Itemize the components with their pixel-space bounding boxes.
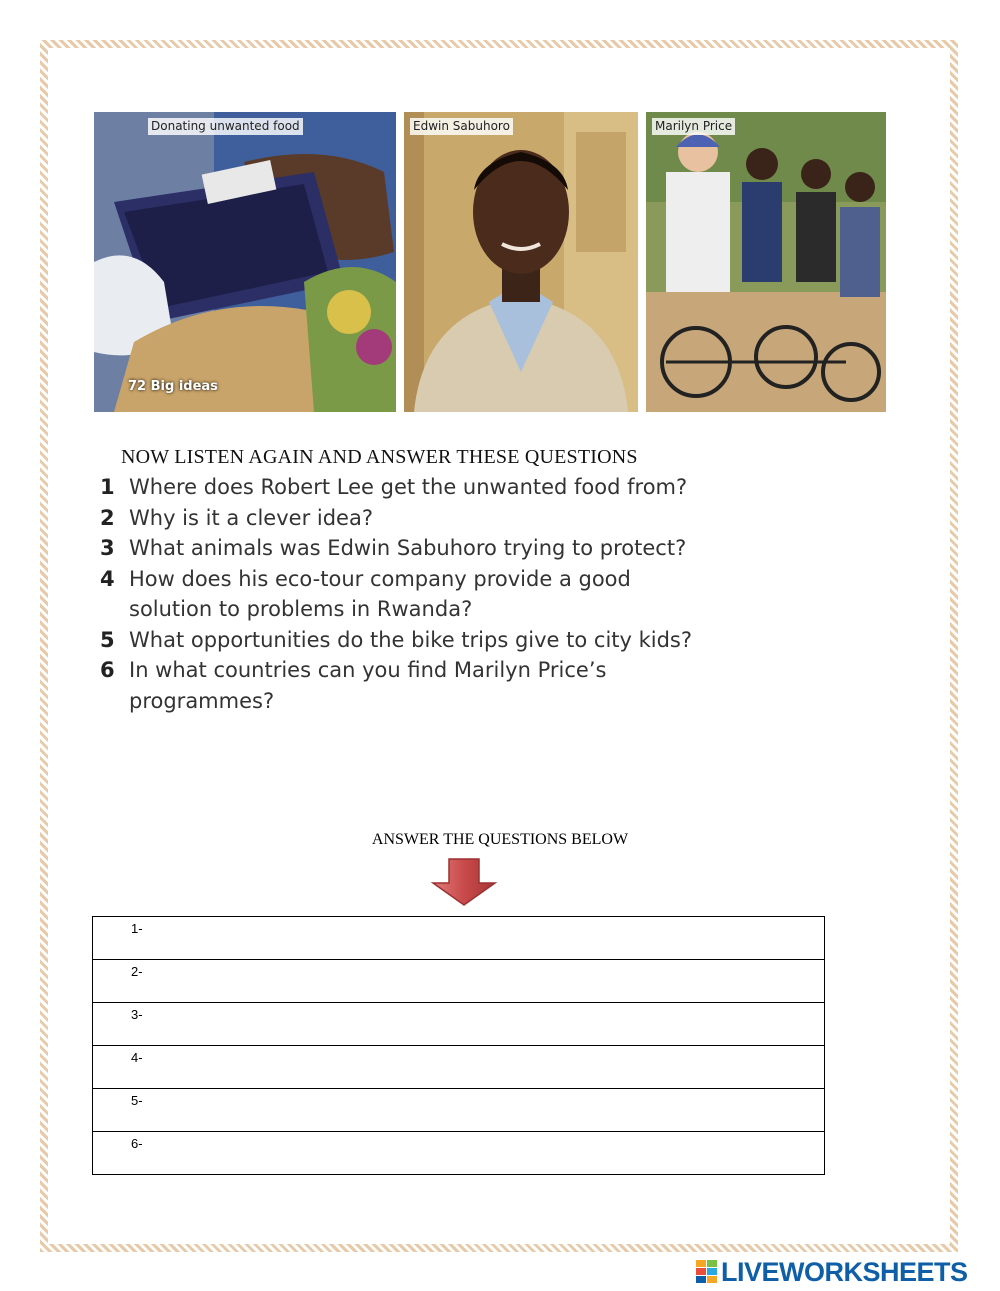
answer-field[interactable] <box>151 921 791 941</box>
question-number: 6 <box>100 658 115 682</box>
answer-cell <box>93 1046 825 1089</box>
answer-label: 4- <box>131 1050 143 1065</box>
answer-label: 6- <box>131 1136 143 1151</box>
instructions-heading: NOW LISTEN AGAIN AND ANSWER THESE QUESTIONS <box>121 446 638 468</box>
photo-edwin-sabuhoro <box>404 112 638 412</box>
question-number: 5 <box>100 627 115 652</box>
brand-name: LIVEWORKSHEETS <box>721 1256 968 1287</box>
question-list <box>98 472 718 716</box>
liveworksheets-logo-icon <box>696 1260 718 1284</box>
photo-marilyn-price <box>646 112 886 412</box>
arrow-down-icon <box>431 857 497 907</box>
question-text: In what countries can you find Marilyn Price’s programmes? <box>129 658 607 713</box>
answer-label: 1- <box>131 921 143 936</box>
photo-donating-food <box>94 112 396 412</box>
question-number: 3 <box>100 536 115 560</box>
photo-caption: Marilyn Price <box>652 118 735 135</box>
answer-field[interactable] <box>151 1007 791 1027</box>
table-row <box>93 1003 825 1046</box>
answer-field[interactable] <box>151 964 791 984</box>
answer-section-title: ANSWER THE QUESTIONS BELOW <box>371 831 629 848</box>
question-number: 4 <box>100 566 115 591</box>
table-row <box>93 1089 825 1132</box>
question-item <box>98 655 718 716</box>
answer-cell <box>93 917 825 960</box>
answer-cell <box>93 1132 825 1175</box>
answer-field[interactable] <box>151 1050 791 1070</box>
answer-label: 3- <box>131 1007 143 1022</box>
photo-footer: 72 Big ideas <box>128 379 218 394</box>
question-text: What animals was Edwin Sabuhoro trying to protect? <box>129 536 687 560</box>
answer-field[interactable] <box>151 1136 791 1156</box>
table-row <box>93 960 825 1003</box>
table-row <box>93 1046 825 1089</box>
question-text: Where does Robert Lee get the unwanted food from? <box>129 475 688 499</box>
question-number: 2 <box>100 505 115 530</box>
question-number: 1 <box>100 475 115 499</box>
answer-label: 5- <box>131 1093 143 1108</box>
question-text: How does his eco-tour company provide a good solution to problems in Rwanda? <box>129 566 631 621</box>
question-item <box>98 503 718 534</box>
table-row <box>93 917 825 960</box>
answer-field[interactable] <box>151 1093 791 1113</box>
question-item <box>98 625 718 656</box>
question-text: What opportunities do the bike trips give to city kids? <box>129 627 693 652</box>
question-item <box>98 564 718 625</box>
photo-caption: Edwin Sabuhoro <box>410 118 513 135</box>
answer-cell <box>93 960 825 1003</box>
question-item <box>98 472 718 503</box>
answer-cell <box>93 1003 825 1046</box>
brand-logo[interactable] <box>696 1256 968 1288</box>
answer-cell <box>93 1089 825 1132</box>
table-row <box>93 1132 825 1175</box>
question-text: Why is it a clever idea? <box>129 505 373 530</box>
answer-label: 2- <box>131 964 143 979</box>
answer-table <box>92 916 825 1175</box>
question-item <box>98 533 718 564</box>
photo-caption: Donating unwanted food <box>148 118 303 135</box>
